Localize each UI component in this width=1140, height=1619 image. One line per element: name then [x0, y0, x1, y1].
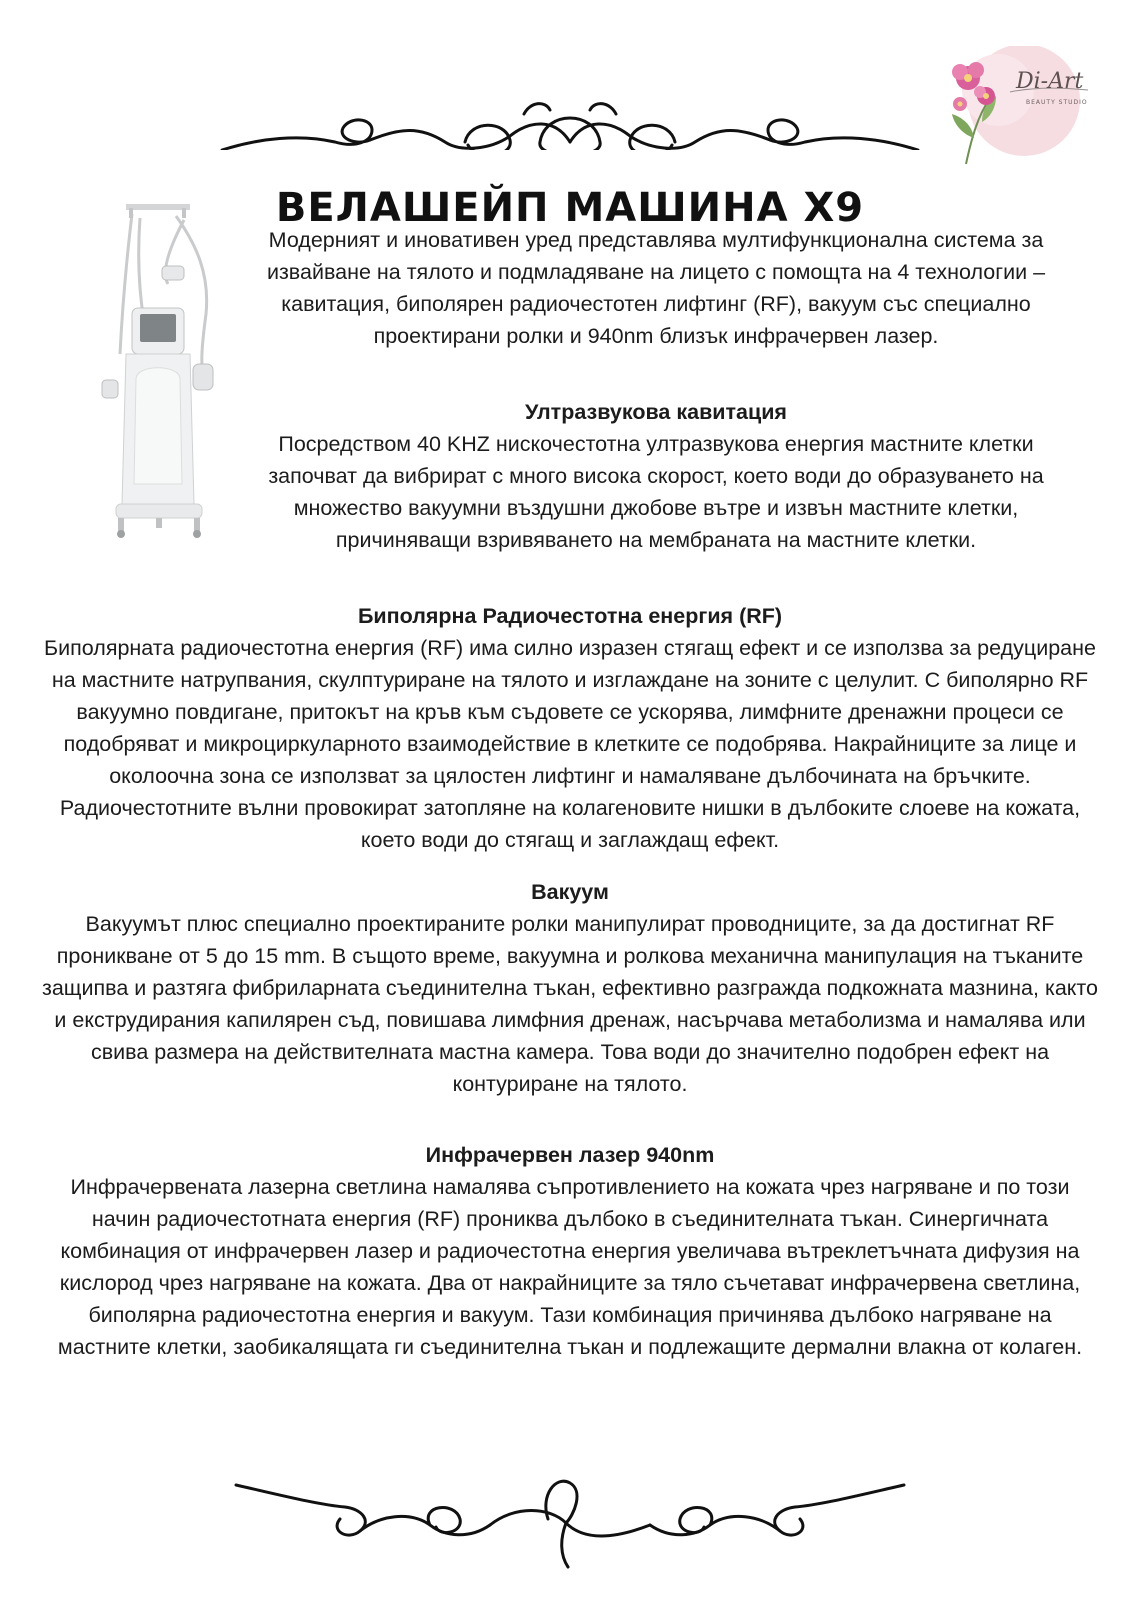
section-heading-rf: Биполярна Радиочестотна енергия (RF)	[357, 604, 783, 628]
logo-sub-text: BEAUTY STUDIO	[1026, 99, 1088, 106]
page-title: ВЕЛАШЕЙП МАШИНА Х9	[275, 184, 865, 231]
section-heading-cavitation: Ултразвукова кавитация	[525, 400, 787, 424]
section-heading-vacuum: Вакуум	[531, 880, 609, 904]
velashape-machine-image	[96, 204, 226, 554]
section-body-cavitation: Посредством 40 KHZ нискочестотна ултразвукова енергия мастните клетки започват да вибрират с много висока скорост, което води до образуването на множество вакуумни въздушни джобове вътре и извън мастните клетки, причиняващи взривяването на мембраната на мастните клетки.	[268, 432, 1044, 552]
section-heading-laser: Инфрачервен лазер 940nm	[425, 1143, 715, 1167]
intro-paragraph: Модерният и иновативен уред представлява мултифункционална система за извайване на тялото и подмладяване на лицето с помощта на 4 технологии – кавитация, биполярен радиочестотен лифтинг (RF), вакуум със специално проектирани ролки и 940nm близък инфрачервен лазер.	[266, 228, 1046, 348]
orchid-logo	[938, 46, 1096, 166]
section-body-laser: Инфрачервената лазерна светлина намалява съпротивлението на кожата чрез нагряване и по този начин радиочестотната енергия (RF) прониква дълбоко в съединителната тъкан. Синергичната комбинация от инфрачервен лазер и радиочестотна енергия увеличава вътреклетъчната дифузия на кислород чрез нагряване на кожата. Два от накрайниците за тяло съчетават инфрачервена светлина, биполярна радиочестотна енергия и вакуум. Тази комбинация причинява дълбоко нагряване на мастните клетки, заобикалящата ги съединителна тъкан и подлежащите дермални влакна от колаген.	[57, 1175, 1083, 1359]
section-body-vacuum: Вакуумът плюс специално проектираните ролки манипулират проводниците, за да достигнат RF проникване от 5 до 15 mm. В същото време, вакуумна и ролкова механична манипулация на тъканите защипва и разтяга фибриларната съединителна тъкан, ефективно разгражда подкожната мазнина, както и екструдирания капилярен съд, повишава лимфния дренаж, насърчава метаболизма и намалява или свива размера на действителната мастна камера. Това води до значително подобрен ефект на контуриране на тялото.	[41, 912, 1098, 1096]
flourish-divider-bottom	[0, 1475, 1140, 1575]
logo-script-text: Di-Art	[1016, 69, 1084, 94]
section-body-rf: Биполярната радиочестотна енергия (RF) има силно изразен стягащ ефект и се използва за редуциране на мастните натрупвания, скулптуриране на тялото и изглаждане на зоните с целулит. С биполярно RF вакуумно повдигане, притокът на кръв към съдовете се ускорява, лимфните дренажни процеси се подобряват и микроциркуларното взаимодействие в клетките се подобрява. Накрайниците за лице и околоочна зона се използват за цялостен лифтинг и намаляване дълбочината на бръчките. Радиочестотните вълни провокират затопляне на колагеновите нишки в дълбоките слоеве на кожата, което води до стягащ и заглаждащ ефект.	[44, 636, 1096, 852]
